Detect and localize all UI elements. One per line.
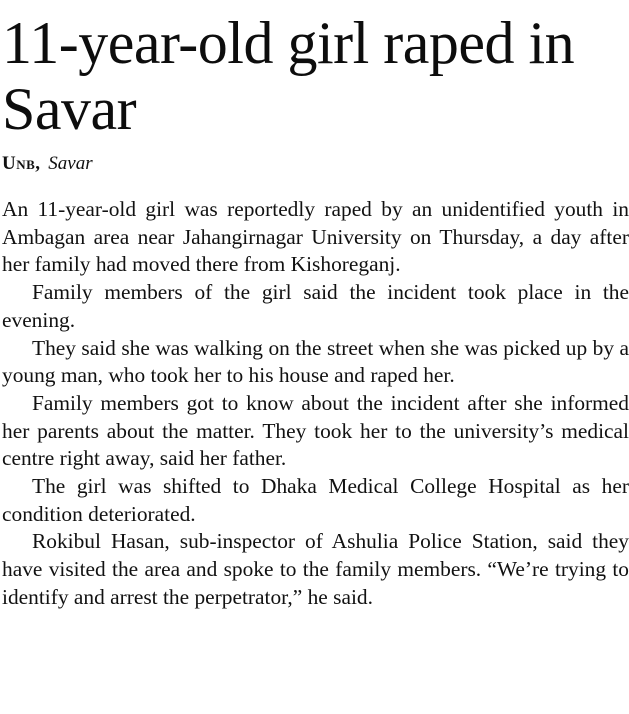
paragraph-2: Family members of the girl said the incident took place in the evening. (2, 280, 629, 332)
article-body (2, 196, 629, 612)
paragraph-6: Rokibul Hasan, sub-inspector of Ashulia Police Station, said they have visited the area and spoke to the family members. “We’re trying to identify and arrest the perpetrator,” he said. (2, 529, 629, 609)
paragraph-3: They said she was walking on the street when she was picked up by a young man, who took her to his house and raped her. (2, 335, 629, 388)
byline (2, 152, 629, 176)
byline-location: Savar (48, 153, 93, 174)
headline: 11-year-old girl raped in Savar (2, 10, 575, 142)
paragraph-5: The girl was shifted to Dhaka Medical College Hospital as her condition deteriorated. (2, 474, 629, 526)
paragraph-1: An 11-year-old girl was reportedly raped by an unidentified youth in Ambagan area near Jahangirnagar University on Thursday, a day after her family had moved there from Kishoreganj. (2, 197, 629, 277)
byline-agency: Unb, (2, 153, 41, 174)
paragraph-4: Family members got to know about the incident after she informed her parents about the matter. They took her to the university’s medical centre right away, said her father. (2, 390, 629, 471)
